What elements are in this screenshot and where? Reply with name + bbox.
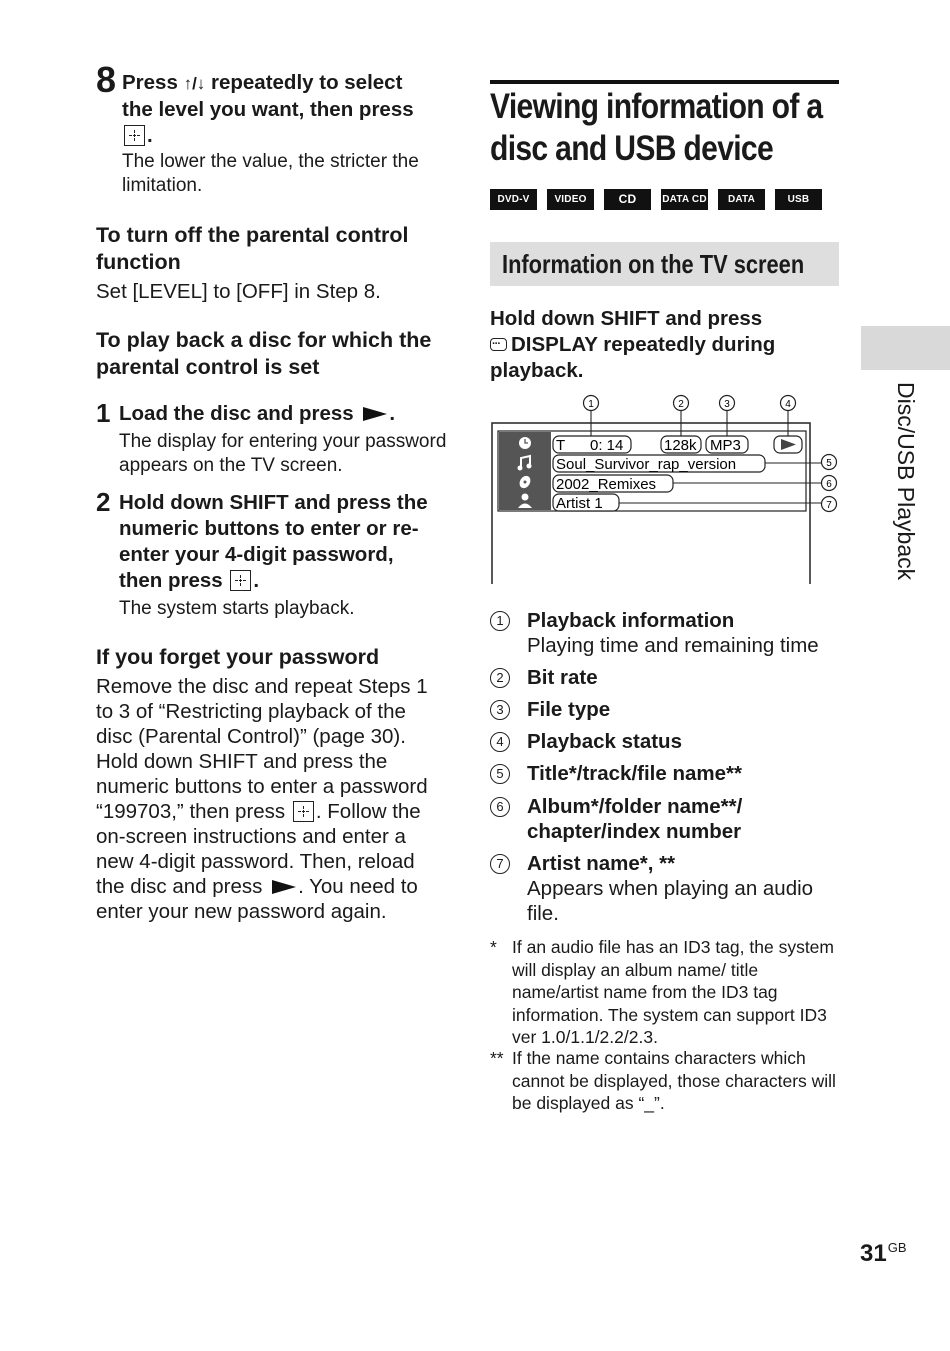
item-number: 1 (490, 611, 510, 631)
item-number: 7 (490, 854, 510, 874)
step-8-note: The lower the value, the stricter the limitation. (122, 151, 419, 196)
step-2-text: Hold down SHIFT and press the numeric buttons to enter or re-enter your 4-digit password, then press (119, 491, 428, 592)
item-desc: Appears when playing an audio file. (527, 877, 814, 925)
callout-1 (584, 396, 599, 411)
step-2-number: 2 (96, 487, 111, 517)
item-title: Artist name*, ** (527, 852, 676, 875)
page-number (860, 1240, 907, 1268)
step-1-number: 1 (96, 398, 111, 428)
forget-password-body (96, 674, 446, 924)
step-8-text-b: repeatedly to select (205, 71, 403, 94)
callout-6 (822, 476, 837, 491)
track-name: Soul_Survivor_rap_version (556, 456, 737, 473)
badge-data-dvd: DATA DVD (718, 189, 765, 210)
play-icon (272, 880, 296, 894)
item-title: Playback status (527, 730, 682, 753)
item-title: Album*/folder name**/ chapter/index number (527, 795, 743, 843)
item-title: File type (527, 698, 611, 721)
side-tab-marker (861, 326, 950, 370)
clock-icon (519, 437, 531, 449)
svg-text:4: 4 (785, 399, 791, 410)
footnote-text: If an audio file has an ID3 tag, the system will display an album name/ title name/artist name from the ID3 tag information. The system can support ID3 ver 1.0/1.1/2.2/2.3. (512, 937, 834, 1047)
footnote-mark: ** (490, 1048, 504, 1068)
enter-button-icon (124, 125, 145, 146)
page-number-value: 31 (860, 1240, 887, 1267)
step-2-instruction: Hold down SHIFT and press the numeric buttons to enter or re-enter your 4-digit password, then press . (119, 491, 428, 592)
step-2-note: The system starts playback. (119, 598, 355, 619)
step-1-note: The display for entering your password appears on the TV screen. (119, 431, 447, 476)
forget-body-part3: . You need to enter your new password again. (96, 875, 418, 923)
item-5 (490, 761, 845, 786)
step-8-number: 8 (96, 59, 117, 100)
badge-usb: USB (775, 189, 822, 210)
instruction-text-a: Hold down SHIFT and press (490, 307, 763, 330)
badge-cd: CD (604, 189, 651, 210)
step-1-instruction: Load the disc and press . (119, 402, 396, 425)
badge-data-cd: DATA CD (661, 189, 708, 210)
step-1-text: Load the disc and press (119, 402, 354, 425)
forget-body-part1: Remove the disc and repeat Steps 1 to 3 of “Restricting playback of the disc (Parental Control)” (page 30). Hold down SHIFT and press the numeric buttons to enter a password “199703,” then press (96, 675, 428, 823)
svg-text:2: 2 (678, 399, 684, 410)
file-type-value: MP3 (710, 437, 741, 454)
step-8-instruction: Press ↑/↓ repeatedly to select the level you want, then press . (122, 71, 414, 147)
svg-text:6: 6 (826, 479, 832, 490)
forget-password-heading: If you forget your password (96, 645, 380, 669)
forget-body-part2: . Follow the on-screen instructions and enter a new 4-digit password. Then, reload the disc and press (96, 800, 421, 898)
footnote-2 (490, 1047, 845, 1115)
page-title (490, 86, 834, 170)
step-8-text-c: the level you want, then press (122, 98, 414, 121)
svg-text:7: 7 (826, 500, 832, 511)
display-instruction (490, 306, 820, 384)
instruction-text-b: DISPLAY repeatedly during playback. (490, 333, 776, 382)
callout-4 (781, 396, 796, 411)
item-title: Bit rate (527, 666, 598, 689)
album-name: 2002_Remixes (556, 476, 657, 493)
item-2 (490, 665, 845, 690)
up-down-arrow-icon: ↑/↓ (183, 74, 206, 93)
turn-off-heading: To turn off the parental control function (96, 223, 409, 274)
step-8-text-a: Press (122, 71, 184, 94)
item-desc: Playing time and remaining time (527, 634, 819, 657)
item-1 (490, 608, 845, 658)
page-number-suffix: GB (887, 1240, 907, 1255)
section-header (490, 242, 839, 286)
footnote-text: If the name contains characters which cannot be displayed, those characters will be displayed as “_”. (512, 1048, 836, 1113)
display-button-icon (490, 338, 507, 351)
svg-text:1: 1 (588, 399, 594, 410)
tv-screen-diagram (484, 390, 844, 590)
bit-rate-value: 128k (664, 437, 697, 454)
svg-text:3: 3 (724, 399, 730, 410)
item-number: 5 (490, 764, 510, 784)
playback-time: 0: 14 (590, 437, 624, 454)
section-title: Information on the TV screen (502, 249, 805, 279)
badge-dvd-v: DVD-V (490, 189, 537, 210)
title-rule (490, 80, 839, 84)
svg-text:5: 5 (826, 458, 832, 469)
page-title-text: Viewing information of a disc and USB device (490, 87, 823, 168)
callout-3 (720, 396, 735, 411)
item-6 (490, 794, 845, 844)
item-title: Playback information (527, 609, 735, 632)
playback-mode: T (556, 437, 566, 454)
play-icon (363, 407, 387, 421)
item-title: Title*/track/file name** (527, 762, 742, 785)
artist-name: Artist 1 (556, 495, 603, 512)
item-number: 2 (490, 668, 510, 688)
item-number: 3 (490, 700, 510, 720)
item-7 (490, 851, 845, 926)
enter-button-icon (230, 570, 251, 591)
item-4 (490, 729, 845, 754)
item-number: 4 (490, 732, 510, 752)
footnote-mark: * (490, 937, 497, 957)
callout-5 (822, 455, 837, 470)
playback-heading: To play back a disc for which the parental control is set (96, 328, 432, 379)
side-tab-label: Disc/USB Playback (893, 382, 919, 581)
turn-off-body: Set [LEVEL] to [OFF] in Step 8. (96, 280, 381, 303)
callout-2 (674, 396, 689, 411)
enter-button-icon (293, 801, 314, 822)
callout-7 (822, 497, 837, 512)
item-number: 6 (490, 797, 510, 817)
badge-video-cd: VIDEO CD (547, 189, 594, 210)
footnote-1 (490, 936, 845, 1049)
item-3 (490, 697, 845, 722)
